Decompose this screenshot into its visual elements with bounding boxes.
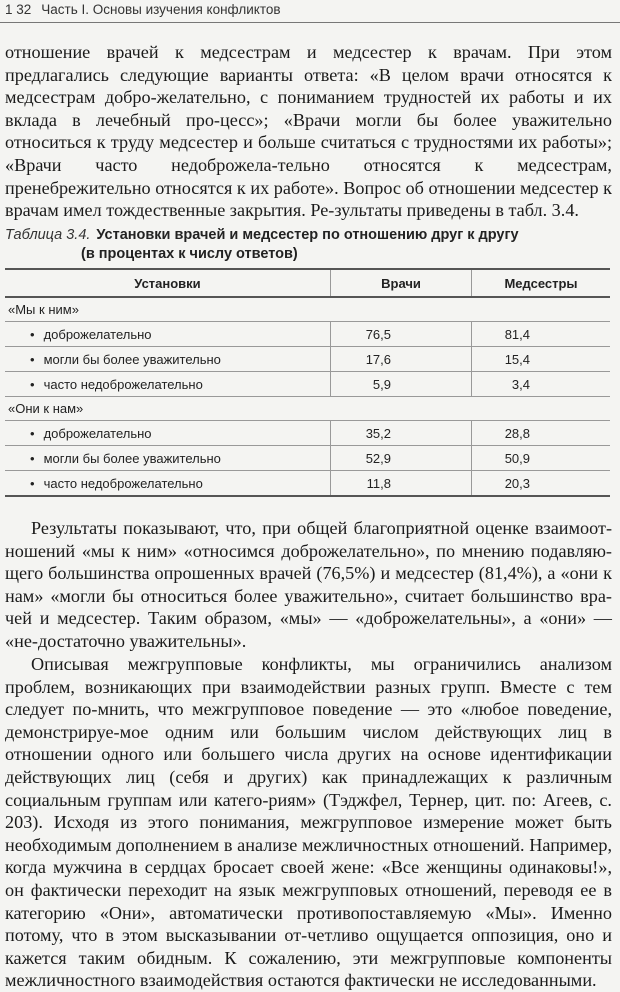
text-line: достаточно уважительны». <box>37 630 247 651</box>
group-label-we-to-them: «Мы к ним» <box>5 297 610 322</box>
table-row <box>5 471 610 497</box>
column-header-attitudes: Установки <box>5 269 331 297</box>
bullet-icon: • <box>30 450 35 466</box>
paragraph-intergroup <box>5 653 612 992</box>
paragraph-results <box>5 517 612 653</box>
running-title: Часть I. Основы изучения конфликтов <box>41 2 281 17</box>
table-group-row <box>5 397 610 421</box>
page-number: 1 32 <box>5 2 32 17</box>
table-header-row <box>5 269 610 297</box>
doctors-value: 17,6 <box>331 347 472 372</box>
text-line: Описывая межгрупповые конфликты, мы ограничились анализом проблем, <box>5 654 612 697</box>
text-line: желательно, с пониманием трудностей их работы и их вклада в лечебный про- <box>5 87 612 130</box>
nurses-value: 81,4 <box>472 322 611 347</box>
text-line: возникающих при взаимодействии разных групп. Вместе с тем следует по- <box>5 676 612 720</box>
text-line: фактически не исследованными. <box>344 970 597 991</box>
text-line: и других) как принадлежащих к различным социальным группам или катего- <box>5 766 612 810</box>
table-row <box>5 322 610 347</box>
group-label-they-to-us: «Они к нам» <box>5 397 610 421</box>
doctors-value: 76,5 <box>331 322 472 347</box>
text-line: тельно относятся к медсестрам, пренебрежительно относятся к их работе». <box>5 154 612 198</box>
text-line: межличностных отношений. Например, когда мужчина в сердцах бросает <box>5 834 612 878</box>
text-line: к нам» «могли бы относиться более уважительно», считает большинство вра- <box>5 563 612 606</box>
text-line: большего числа других на основе идентификации действующих лиц (себя <box>5 744 612 787</box>
text-line: мнить, что межгрупповое поведение — это «любое поведение, демонстрируе- <box>5 699 613 742</box>
text-line: цесс»; «Врачи могли бы более уважительно относиться к труду медсестер <box>5 109 612 153</box>
running-head <box>5 2 281 17</box>
bullet-icon: • <box>30 425 35 441</box>
text-line: противопоставляемую «Мы». Именно потому, что в этом высказывании от- <box>5 902 612 946</box>
table-row <box>5 347 610 372</box>
text-line: чей и медсестер. Таким образом, «мы» — «доброжелательны», а «они» — «не- <box>5 608 612 651</box>
bullet-icon: • <box>30 326 35 342</box>
text-line: ношений «мы к ним» «относимся доброжелательно», по мнению подавляю- <box>5 540 612 561</box>
text-line: следующие варианты ответа: «В целом врачи относятся к медсестрам добро- <box>5 64 612 108</box>
text-line: зультаты приведены в табл. 3.4. <box>334 200 579 221</box>
nurses-value: 15,4 <box>472 347 611 372</box>
text-line: своей жене: «Все женщины одинаковы!», он фактически переходит на язык <box>5 857 613 900</box>
attitudes-table <box>5 268 610 497</box>
doctors-value: 11,8 <box>331 471 472 497</box>
text-line: Вопрос об отношении медсестер к врачам имел тождественные закрытия. Ре- <box>5 177 612 221</box>
table-group-row <box>5 297 610 322</box>
row-label: • доброжелательно <box>5 421 331 446</box>
bullet-icon: • <box>30 376 35 392</box>
text-line: четливо ощущается оппозиция, оно и кажется таким обидным. К сожалению, <box>5 925 612 968</box>
nurses-value: 3,4 <box>472 372 611 397</box>
row-label: • часто недоброжелательно <box>5 471 331 497</box>
text-line: щего большинства опрошенных врачей (76,5%) и медсестер (81,4%), а «они <box>5 563 604 584</box>
text-line: риям» (Тэджфел, Тернер, цит. по: Агеев, с. 203). Исходя из этого понимания, <box>5 789 612 833</box>
row-label: • могли бы более уважительно <box>5 446 331 471</box>
row-label: • часто недоброжелательно <box>5 372 331 397</box>
text-line: межгрупповых отношений, переводя ее в категорию «Они», автоматически <box>5 879 613 923</box>
table-caption-title: Установки врачей и медсестер по отношению друг к другу <box>96 227 519 243</box>
doctors-value: 35,2 <box>331 421 472 446</box>
row-label: • доброжелательно <box>5 322 331 347</box>
table-row <box>5 372 610 397</box>
row-label: • могли бы более уважительно <box>5 347 331 372</box>
table-caption <box>5 226 519 262</box>
bullet-icon: • <box>30 475 35 491</box>
nurses-value: 50,9 <box>472 446 611 471</box>
table-row <box>5 446 610 471</box>
table-caption-label: Таблица 3.4. <box>5 227 91 243</box>
text-line: и больше считаться с трудностями их работы»; «Врачи часто недоброжела- <box>5 132 612 175</box>
nurses-value: 28,8 <box>472 421 611 446</box>
bullet-icon: • <box>30 351 35 367</box>
table-caption-subtitle: (в процентах к числу ответов) <box>81 246 298 262</box>
text-line: межгрупповое измерение может быть необходимым дополнением в анализе <box>5 812 612 855</box>
doctors-value: 52,9 <box>331 446 472 471</box>
header-rule <box>0 22 620 23</box>
text-line: мое одним или большим числом действующих лиц в отношении одного или <box>5 721 612 765</box>
paragraph-intro <box>5 41 612 222</box>
column-header-doctors: Врачи <box>331 269 472 297</box>
column-header-nurses: Медсестры <box>472 269 611 297</box>
nurses-value: 20,3 <box>472 471 611 497</box>
text-line: Результаты показывают, что, при общей благоприятной оценке взаимоот- <box>31 518 612 538</box>
doctors-value: 5,9 <box>331 372 472 397</box>
text-line: эти межгрупповые компоненты межличностного взаимодействия остаются <box>5 947 612 991</box>
text-line: отношение врачей к медсестрам и медсестер к врачам. При этом предлагались <box>5 42 612 85</box>
table-row <box>5 421 610 446</box>
